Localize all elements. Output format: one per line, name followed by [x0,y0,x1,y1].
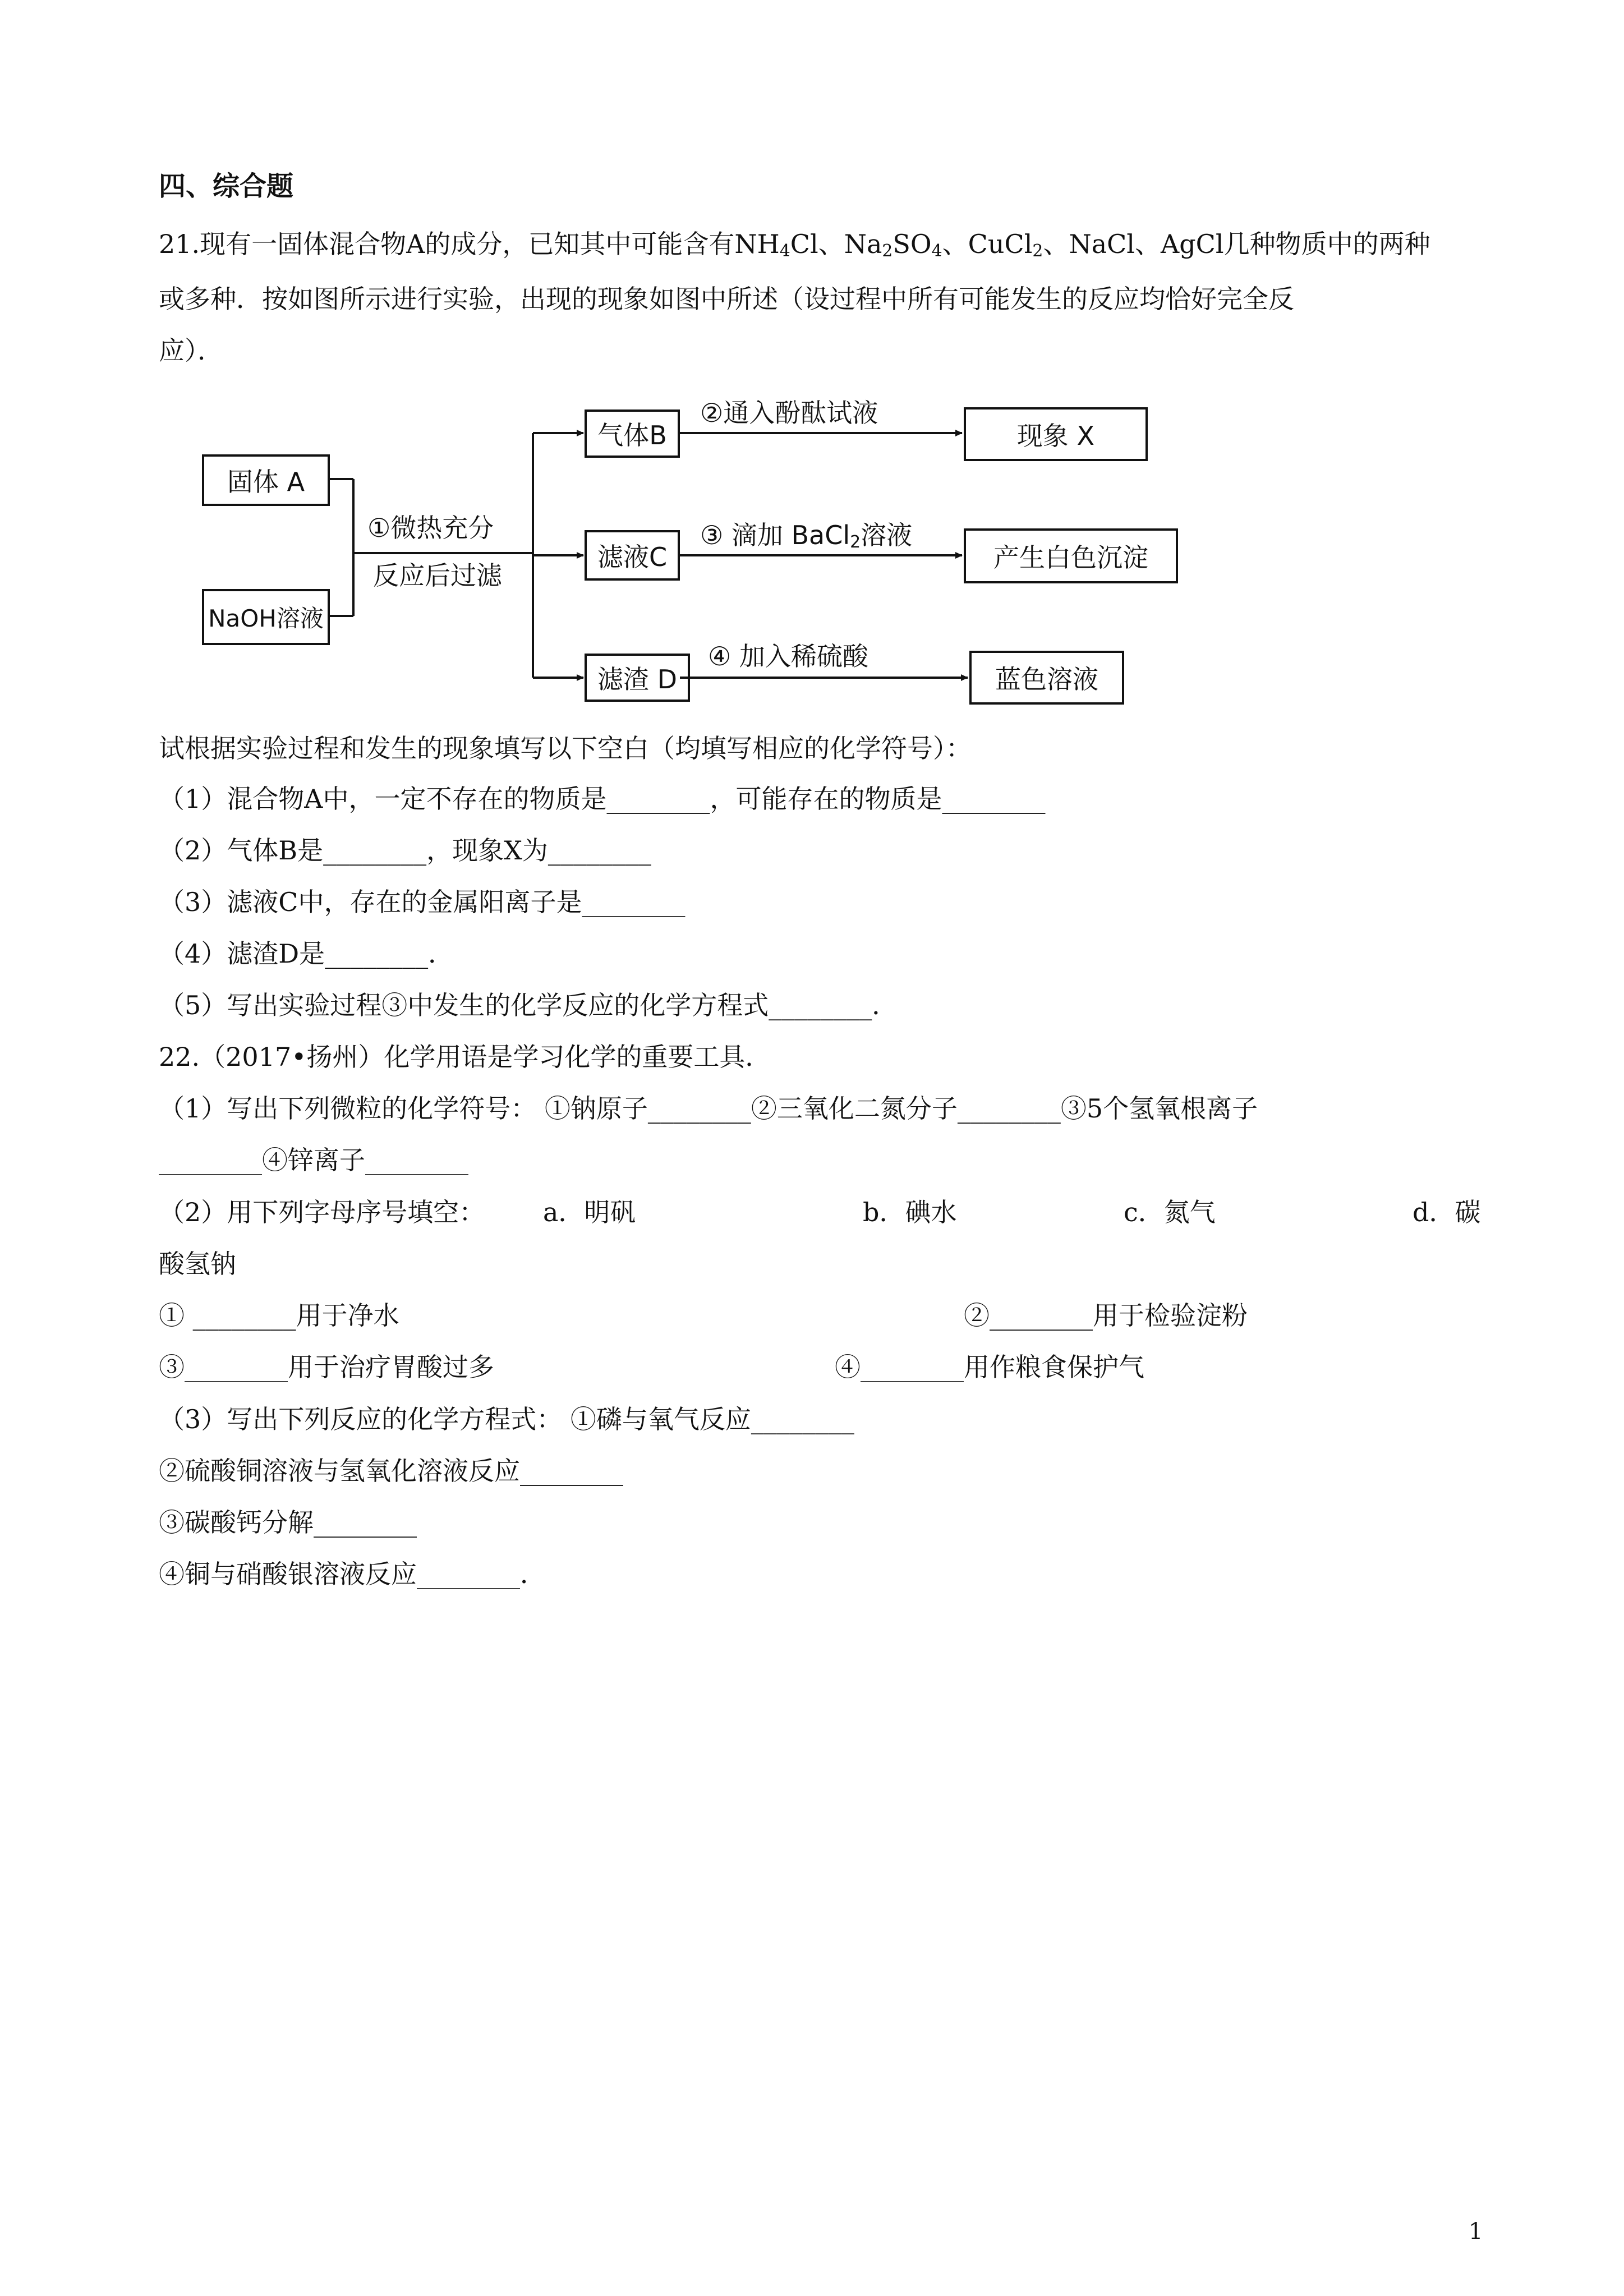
flow-diagram [196,387,1195,718]
box-naoh-solution: NaOH溶液 [202,589,330,645]
q21-sub-2: （2）气体B是________，现象X为________ [159,835,651,866]
option-b: b．碘水 [863,1197,957,1227]
use-4: ④________用作粮食保护气 [835,1352,1144,1382]
option-d: d．碳 [1413,1197,1481,1227]
q21-sub-1: （1）混合物A中，一定不存在的物质是________，可能存在的物质是________ [159,784,1046,814]
q22-part-3-line-2: ②硫酸铜溶液与氢氧化溶液反应________ [159,1456,623,1486]
step-4-label: ④ 加入稀硫酸 [708,641,868,671]
box-phenomenon-x: 现象 X [964,407,1148,461]
use-3: ③________用于治疗胃酸过多 [159,1352,494,1382]
box-filtrate-c: 滤液C [585,530,680,581]
q22-intro: 22.（2017•扬州）化学用语是学习化学的重要工具． [159,1042,771,1072]
box-gas-b: 气体B [585,409,680,458]
option-c: c．氮气 [1124,1197,1216,1227]
box-residue-d: 滤渣 D [585,654,690,702]
q22-part-3-line-3: ③碳酸钙分解________ [159,1507,417,1538]
option-a: a．明矾 [543,1197,636,1227]
q21-intro-line-2: 或多种．按如图所示进行实验，出现的现象如图中所述（设过程中所有可能发生的反应均恰好完全反 [159,284,1294,314]
q21-sub-3: （3）滤液C中，存在的金属阳离子是________ [159,887,686,917]
q21-sub-4: （4）滤渣D是________． [159,938,454,969]
q22-part-1-line-1: （1）写出下列微粒的化学符号： ①钠原子________②三氧化二氮分子________③5个氢氧根离子 [159,1093,1258,1124]
q21-prompt: 试根据实验过程和发生的现象填写以下空白（均填写相应的化学符号）： [159,733,972,763]
q21-intro-line-3: 应）． [159,335,223,366]
q21-intro-line-1: 21.现有一固体混合物A的成分，已知其中可能含有$NH_4Cl$、$Na_2SO_4$、CuCl$_2$、NaCl、AgCl几种物质中的两种 [159,229,1430,261]
box-solid-a: 固体 A [202,454,330,506]
step-1-label-line-1: ①微热充分 [367,513,494,543]
step-1-label-line-2: 反应后过滤 [373,560,502,591]
page-number: 1 [1469,2219,1483,2244]
step-3-label: ③ 滴加 BaCl$_2$溶液 [700,520,913,552]
section-title: 四、综合题 [159,171,294,202]
q22-part-1-line-2: ________④锌离子________ [159,1145,468,1175]
box-blue-solution: 蓝色溶液 [969,651,1124,705]
step-2-label: ②通入酚酞试液 [700,398,878,428]
use-2: ②________用于检验淀粉 [964,1300,1248,1331]
use-1: ① ________用于净水 [159,1300,399,1331]
option-d-continued: 酸氢钠 [159,1249,236,1279]
box-white-precipitate: 产生白色沉淀 [964,528,1178,583]
q22-part-2-label: （2）用下列字母序号填空： [159,1197,485,1227]
q21-sub-5: （5）写出实验过程③中发生的化学反应的化学方程式________． [159,990,898,1020]
q22-part-3-line-1: （3）写出下列反应的化学方程式： ①磷与氧气反应________ [159,1404,854,1434]
q22-part-3-line-4: ④铜与硝酸银溶液反应________． [159,1559,546,1589]
